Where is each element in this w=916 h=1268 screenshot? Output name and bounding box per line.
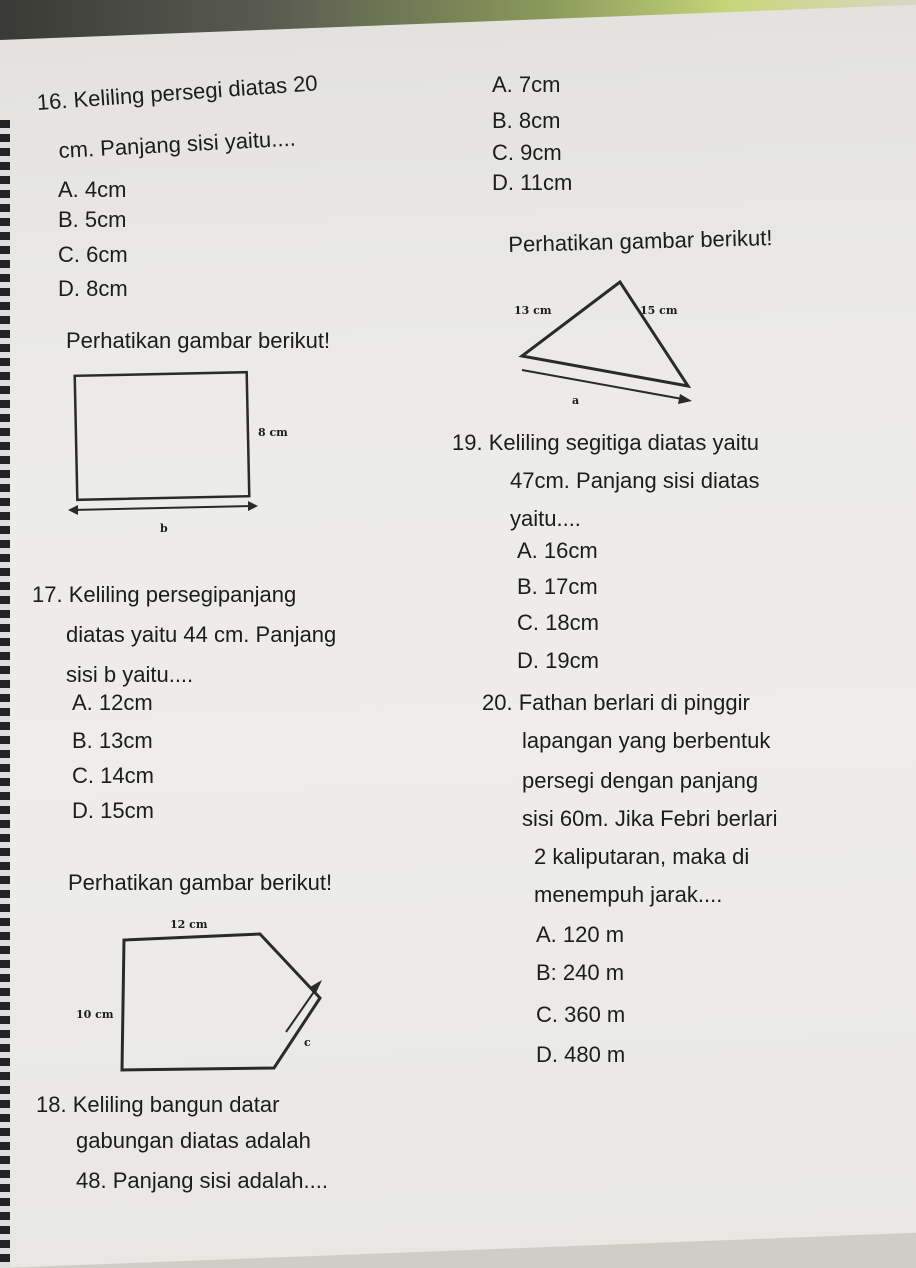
q16-option-b: B. 5cm: [58, 207, 127, 232]
q19-line2: 47cm. Panjang sisi diatas: [510, 468, 760, 493]
instruction-second: Perhatikan gambar berikut!: [68, 870, 333, 895]
instruction-left: Perhatikan gambar berikut!: [66, 328, 331, 353]
q16-option-c: C. 6cm: [58, 242, 128, 267]
q17-option-c: C. 14cm: [72, 763, 154, 788]
rectangle-figure: [76, 370, 276, 520]
q20-option-b: B: 240 m: [536, 960, 625, 985]
q20-option-c: C. 360 m: [536, 1002, 626, 1027]
q15-option-b: B. 8cm: [492, 108, 561, 133]
q17-option-b: B. 13cm: [72, 728, 153, 753]
q20-line2: lapangan yang berbentuk: [522, 728, 771, 753]
q20-line3: persegi dengan panjang: [522, 768, 759, 793]
triangle-right-label: 15 cm: [640, 304, 678, 317]
q19-option-b: B. 17cm: [517, 574, 598, 599]
pentagon-figure: [110, 920, 340, 1080]
q15-option-c: C. 9cm: [492, 140, 562, 165]
instruction-right: Perhatikan gambar berikut!: [508, 225, 773, 257]
q19-option-a: A. 16cm: [517, 538, 598, 563]
rect-width-label: b: [160, 522, 168, 535]
q17-line3: sisi b yaitu....: [66, 662, 194, 687]
spiral-binding: [0, 120, 10, 1268]
triangle-base-label: a: [572, 394, 580, 407]
q17-option-d: D. 15cm: [72, 798, 154, 823]
q17-line2: diatas yaitu 44 cm. Panjang: [66, 622, 337, 647]
q15-option-d: D. 11cm: [492, 170, 573, 195]
q19-option-d: D. 19cm: [517, 648, 599, 673]
rect-height-label: 8 cm: [258, 426, 288, 439]
q20-line1: 20. Fathan berlari di pinggir: [482, 690, 750, 715]
q19-option-c: C. 18cm: [517, 610, 599, 635]
q17-option-a: A. 12cm: [72, 690, 153, 715]
q17-line1: 17. Keliling persegipanjang: [32, 582, 297, 607]
q20-line4: sisi 60m. Jika Febri berlari: [522, 806, 778, 831]
pentagon-left-label: 10 cm: [76, 1008, 114, 1021]
q18-line3: 48. Panjang sisi adalah....: [76, 1168, 328, 1193]
pentagon-top-label: 12 cm: [170, 918, 208, 931]
q19-line1: 19. Keliling segitiga diatas yaitu: [452, 430, 759, 455]
q20-line6: menempuh jarak....: [534, 882, 723, 907]
q20-line5: 2 kaliputaran, maka di: [534, 844, 750, 869]
q20-option-d: D. 480 m: [536, 1042, 626, 1067]
q18-line2: gabungan diatas adalah: [76, 1128, 311, 1153]
q18-line1: 18. Keliling bangun datar: [36, 1092, 280, 1117]
triangle-left-label: 13 cm: [514, 304, 552, 317]
q16-option-a: A. 4cm: [58, 177, 127, 202]
q19-line3: yaitu....: [510, 506, 581, 531]
q16-line1: 16. Keliling persegi diatas 20: [36, 70, 319, 115]
pentagon-side-label: c: [304, 1036, 311, 1049]
q16-line2: cm. Panjang sisi yaitu....: [58, 125, 297, 163]
q16-option-d: D. 8cm: [58, 276, 128, 301]
q20-option-a: A. 120 m: [536, 922, 625, 947]
q15-option-a: A. 7cm: [492, 72, 561, 97]
